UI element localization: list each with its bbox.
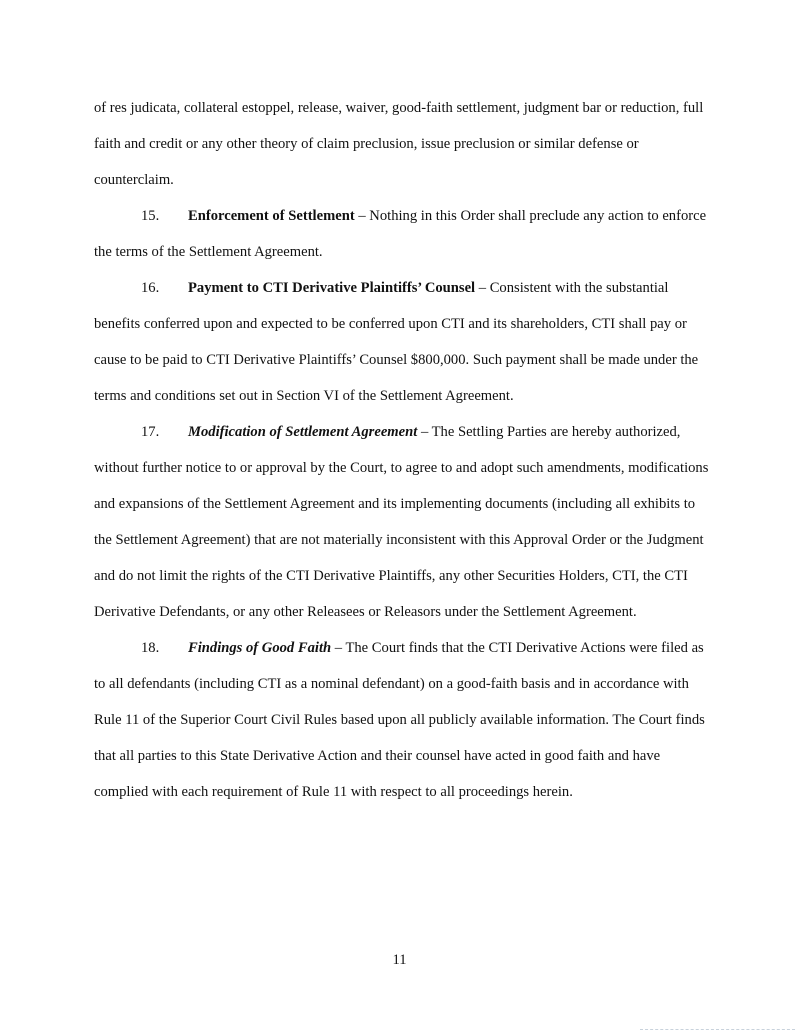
paragraph-18 [94,630,714,810]
continuation-paragraph: of res judicata, collateral estoppel, release, waiver, good-faith settlement, judgment bar or reduction, full faith and credit or any other theory of claim preclusion, issue preclusion or similar defense or counterclaim. [94,100,704,188]
paragraph-number: 17. [141,424,160,440]
paragraph-body: – The Court finds that the CTI Derivative Actions were filed as to all defendants (including CTI as a nominal defendant) on a good-faith basis and in accordance with Rule 11 of the Superior Court Civil Rules based upon all publicly available information. The Court finds that all parties to this State Derivative Action and their counsel have acted in good faith and have complied with each requirement of Rule 11 with respect to all proceedings herein. [94,640,705,800]
paragraph-15 [94,198,714,270]
paragraph-heading: Modification of Settlement Agreement [188,424,418,440]
paragraph-number: 15. [141,208,160,224]
paragraph-number: 18. [141,640,160,656]
paragraph-number: 16. [141,280,160,296]
scan-edge-divider [640,1029,795,1030]
paragraph-16 [94,270,714,414]
page-number: 11 [392,952,407,968]
paragraph-body: – The Settling Parties are hereby authorized, without further notice to or approval by the Court, to agree to and adopt such amendments, modifications and expansions of the Settlement Agreement and its implementing documents (including all exhibits to the Settlement Agreement) that are not materially inconsistent with this Approval Order or the Judgment and do not limit the rights of the CTI Derivative Plaintiffs, any other Securities Holders, CTI, the CTI Derivative Defendants, or any other Releasees or Releasors under the Settlement Agreement. [94,424,709,620]
paragraph-heading: Enforcement of Settlement [188,208,355,224]
document-body [94,90,714,810]
paragraph-17 [94,414,714,630]
paragraph-heading: Payment to CTI Derivative Plaintiffs’ Counsel [188,280,476,296]
paragraph-body: – Consistent with the substantial benefits conferred upon and expected to be conferred upon CTI and its shareholders, CTI shall pay or cause to be paid to CTI Derivative Plaintiffs’ Counsel $800,000. Such payment shall be made under the terms and conditions set out in Section VI of the Settlement Agreement. [94,280,699,404]
paragraph-body: – Nothing in this Order shall preclude any action to enforce the terms of the Settlement Agreement. [94,208,707,260]
paragraph-heading: Findings of Good Faith [188,640,332,656]
